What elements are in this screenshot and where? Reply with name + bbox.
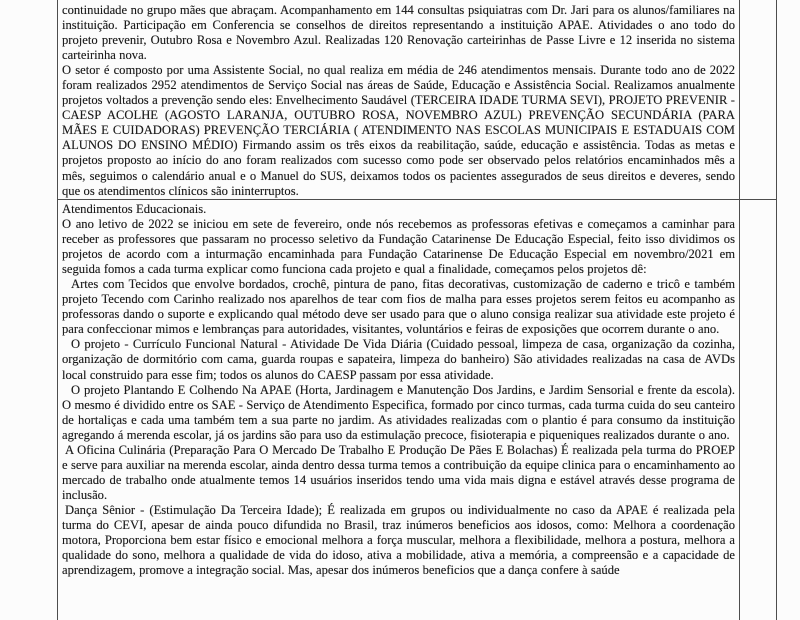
paragraph: O setor é composto por uma Assistente Social, no qual realiza em média de 246 atendimentos mensais. Durante todo ano de 2022 foram realizados 2952 atendimentos de Serviço Social nas áreas de Saúde, Educação e Assistência Social. Realizamos anualmente projetos voltados a prevenção sendo eles: Envelhecimento Saudável (TERCEIRA IDADE TURMA SEVI), PROJETO PREVENIR - CAESP ACOLHE (AGOSTO LARANJA, OUTUBRO ROSA, NOVEMBRO AZUL) PREVENÇÃO SECUNDÁRIA (PARA MÃES E CUIDADORAS) PREVENÇÃO TERCIÁRIA ( ATENDIMENTO NAS ESCOLAS MUNICIPAIS E ESTADUAIS COM ALUNOS DO ENSINO MÉDIO) Firmando assim os três eixos da reabilitação, saúde, educação e assistência. Todas as metas e projetos proposto ao início do ano foram realizados com sucesso como pode ser observado pelos relatórios encaminhados mês a mês, seguimos o calendário anual e o Manuel do SUS, deixamos todos os pacientes assegurados de seus direitos e deveres, sendo que os atendimentos clínicos são ininterruptos.	[62, 63, 735, 198]
table-row-social-service	[57, 0, 777, 200]
paragraph: A Oficina Culinária (Preparação Para O Mercado De Trabalho E Produção De Pães E Bolachas) É realizada pela turma do PROEP e serve para auxiliar na merenda escolar, ainda dentro dessa turma temos a contribuição da equipe clinica para o encaminhamento ao mercado de trabalho onde atualmente temos 14 usuários inseridos tendo uma vida mais digna e estável através desse programa de inclusão.	[62, 442, 735, 502]
paragraph: O projeto Plantando E Colhendo Na APAE (Horta, Jardinagem e Manutenção Dos Jardins, e Jardim Sensorial e frente da escola). O mesmo é dividido entre os SAE - Serviço de Atendimento Especifica, formado por cinco turmas, cada turma cuida do seu canteiro de hortaliças e cada uma também tem a sua parte no jardim. As atividades realizadas com o plantio é para consumo da instituição agregando á merenda escolar, já os jardins são para uso da estimulação precoce, fisioterapia e piqueniques realizados durante o ano.	[62, 382, 735, 442]
paragraph: continuidade no grupo mães que abraçam. Acompanhamento em 144 consultas psiquiatras com Dr. Jari para os alunos/familiares na instituição. Participação em Conferencia se conselhos de direitos representando a instituição APAE. Atividades o ano todo do projeto prevenir, Outubro Rosa e Novembro Azul. Realizadas 120 Renovação carteirinhas de Passe Livre e 12 inserida no sistema carteirinha nova.	[62, 3, 735, 63]
empty-side-cell	[740, 0, 777, 199]
social-service-cell	[57, 0, 740, 199]
empty-side-cell	[740, 200, 777, 620]
paragraph: Artes com Tecidos que envolve bordados, crochê, pintura de pano, fitas decorativas, customização de caderno e tricô e também projeto Tecendo com Carinho realizado nos aparelhos de tear com fios de malha para esses projetos serem feitos eu acompanho as professoras dando o suporte e explicando qual método deve ser usado para que o aluno consiga realizar sua atividade este projeto é para confeccionar mimos e lembranças para autoridades, visitantes, voluntários e feiras de exposições que ocorrem durante o ano.	[62, 277, 735, 337]
educational-cell	[57, 200, 740, 620]
paragraph: O ano letivo de 2022 se iniciou em sete de fevereiro, onde nós recebemos as professoras efetivas e começamos a caminhar para receber as professores que passaram no processo seletivo da Fundação Catarinense De Educação Especial, feito isso dividimos os projetos de acordo com a inturmação encaminhada para Fundação Catarinense De Educação Especial em novembro/2021 em seguida fomos a cada turma explicar como funciona cada projeto e qual a finalidade, começamos pelos projetos dê:	[62, 217, 735, 277]
section-title: Atendimentos Educacionais.	[62, 202, 207, 216]
report-table	[57, 0, 777, 620]
paragraph: Dança Sênior - (Estimulação Da Terceira Idade); É realizada em grupos ou individualmente no caso da APAE é realizada pela turma do CEVI, apesar de ainda pouco difundida no Brasil, traz inúmeros beneficios aos idosos, como: Melhora a coordenação motora, Proporciona bem estar físico e emocional melhora a força muscular, melhora a flexibilidade, melhora a postura, melhora a qualidade do sono, melhora a qualidade de vida do idoso, ativa a mobilidade, ativa a memória, a compreensão e a capacidade de aprendizagem, promove a integração social. Mas, apesar dos inúmeros beneficios que a dança confere à saúde	[62, 502, 735, 578]
paragraph: O projeto - Currículo Funcional Natural - Atividade De Vida Diária (Cuidado pessoal, limpeza de casa, organização da cozinha, organização de dormitório com cama, guarda roupas e sapateira, limpeza do banheiro) São atividades realizadas na casa de AVDs local construido para esse fim; todos os alunos do CAESP passam por essa atividade.	[62, 337, 735, 382]
table-row-educational	[57, 200, 777, 620]
